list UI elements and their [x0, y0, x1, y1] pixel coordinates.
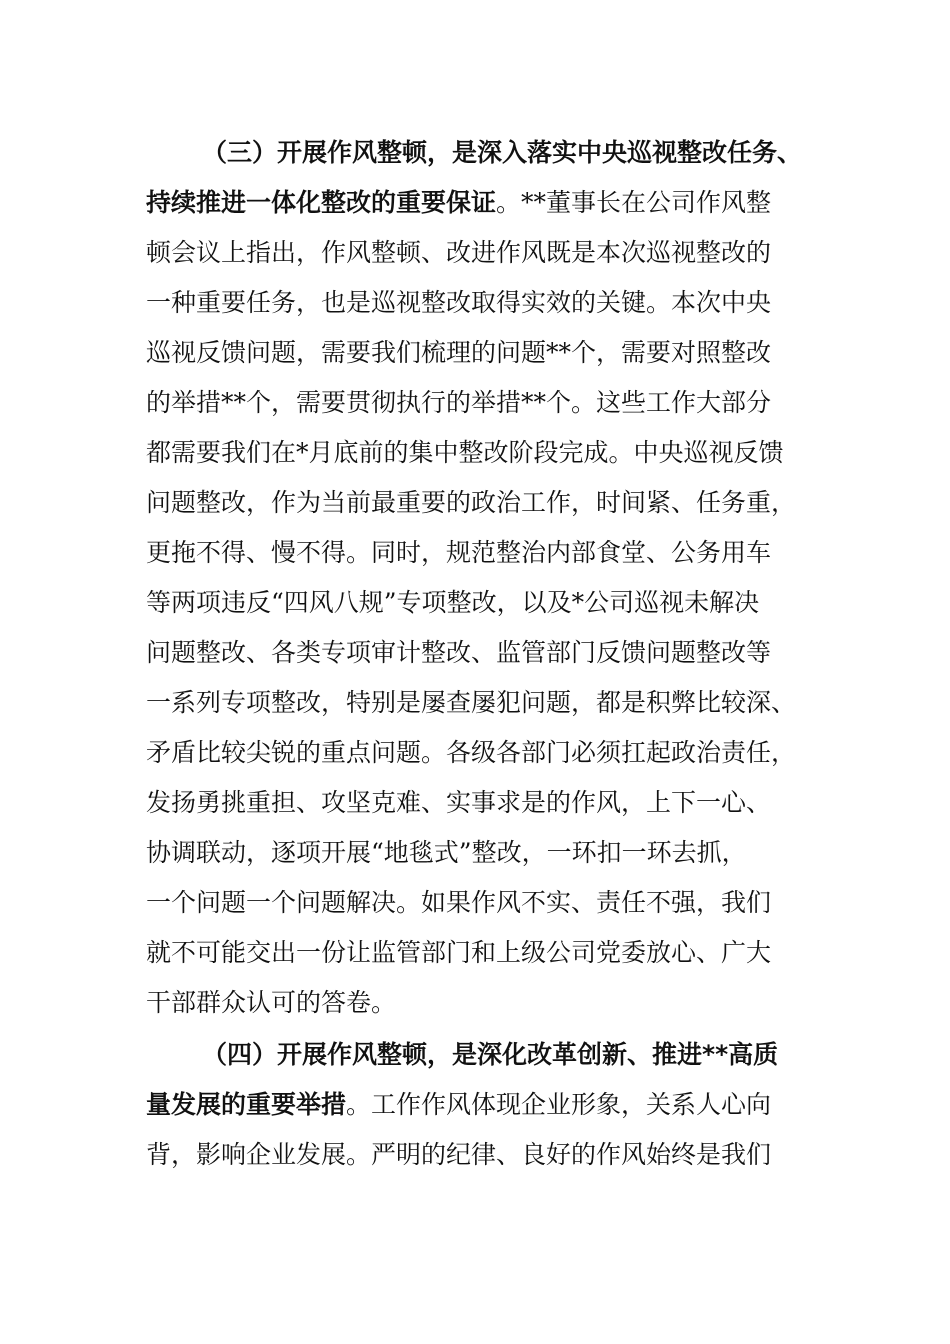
paragraph-line: 就不可能交出一份让监管部门和上级公司党委放心、广大: [146, 938, 772, 967]
section-4-heading-line2: [146, 1080, 806, 1130]
section-3-heading-bold: 持续推进一体化整改的重要保证: [146, 188, 497, 217]
paragraph-line: 的举措**个，需要贯彻执行的举措**个。这些工作大部分: [146, 388, 772, 417]
paragraph-line: 顿会议上指出，作风整顿、改进作风既是本次巡视整改的: [146, 238, 772, 267]
section-3-heading-line2: [146, 178, 806, 228]
paragraph-line: 等两项违反“四风八规”专项整改，以及*公司巡视未解决: [146, 588, 760, 617]
paragraph-line: 矛盾比较尖锐的重点问题。各级各部门必须扛起政治责任，: [146, 738, 797, 767]
paragraph-line: 干部群众认可的答卷。: [146, 988, 397, 1017]
section-4-heading-rest: 。工作作风体现企业形象，关系人心向: [346, 1090, 772, 1119]
paragraph-line: 都需要我们在*月底前的集中整改阶段完成。中央巡视反馈: [146, 438, 784, 467]
paragraph-line: 一个问题一个问题解决。如果作风不实、责任不强，我们: [146, 888, 772, 917]
paragraph-line: 问题整改，作为当前最重要的政治工作，时间紧、任务重，: [146, 488, 797, 517]
paragraph-line: 一系列专项整改，特别是屡查屡犯问题，都是积弊比较深、: [146, 688, 797, 717]
section-3: [146, 128, 806, 1028]
paragraph-line: 一种重要任务，也是巡视整改取得实效的关键。本次中央: [146, 288, 772, 317]
paragraph-line: 问题整改、各类专项审计整改、监管部门反馈问题整改等: [146, 638, 772, 667]
paragraph-line: 背，影响企业发展。严明的纪律、良好的作风始终是我们: [146, 1140, 772, 1169]
section-3-heading: （三）开展作风整顿，是深入落实中央巡视整改任务、: [202, 138, 803, 167]
paragraph-line: 巡视反馈问题，需要我们梳理的问题**个，需要对照整改: [146, 338, 772, 367]
section-4-heading-bold: 量发展的重要举措: [146, 1090, 347, 1119]
section-3-heading-rest: 。**董事长在公司作风整: [496, 188, 772, 217]
section-4: [146, 1030, 806, 1180]
paragraph-line: 协调联动，逐项开展“地毯式”整改，一环扣一环去抓，: [146, 838, 747, 867]
paragraph-line: 更拖不得、慢不得。同时，规范整治内部食堂、公务用车: [146, 538, 772, 567]
section-4-heading: （四）开展作风整顿，是深化改革创新、推进**高质: [202, 1040, 779, 1069]
paragraph-line: 发扬勇挑重担、攻坚克难、实事求是的作风，上下一心、: [146, 788, 772, 817]
